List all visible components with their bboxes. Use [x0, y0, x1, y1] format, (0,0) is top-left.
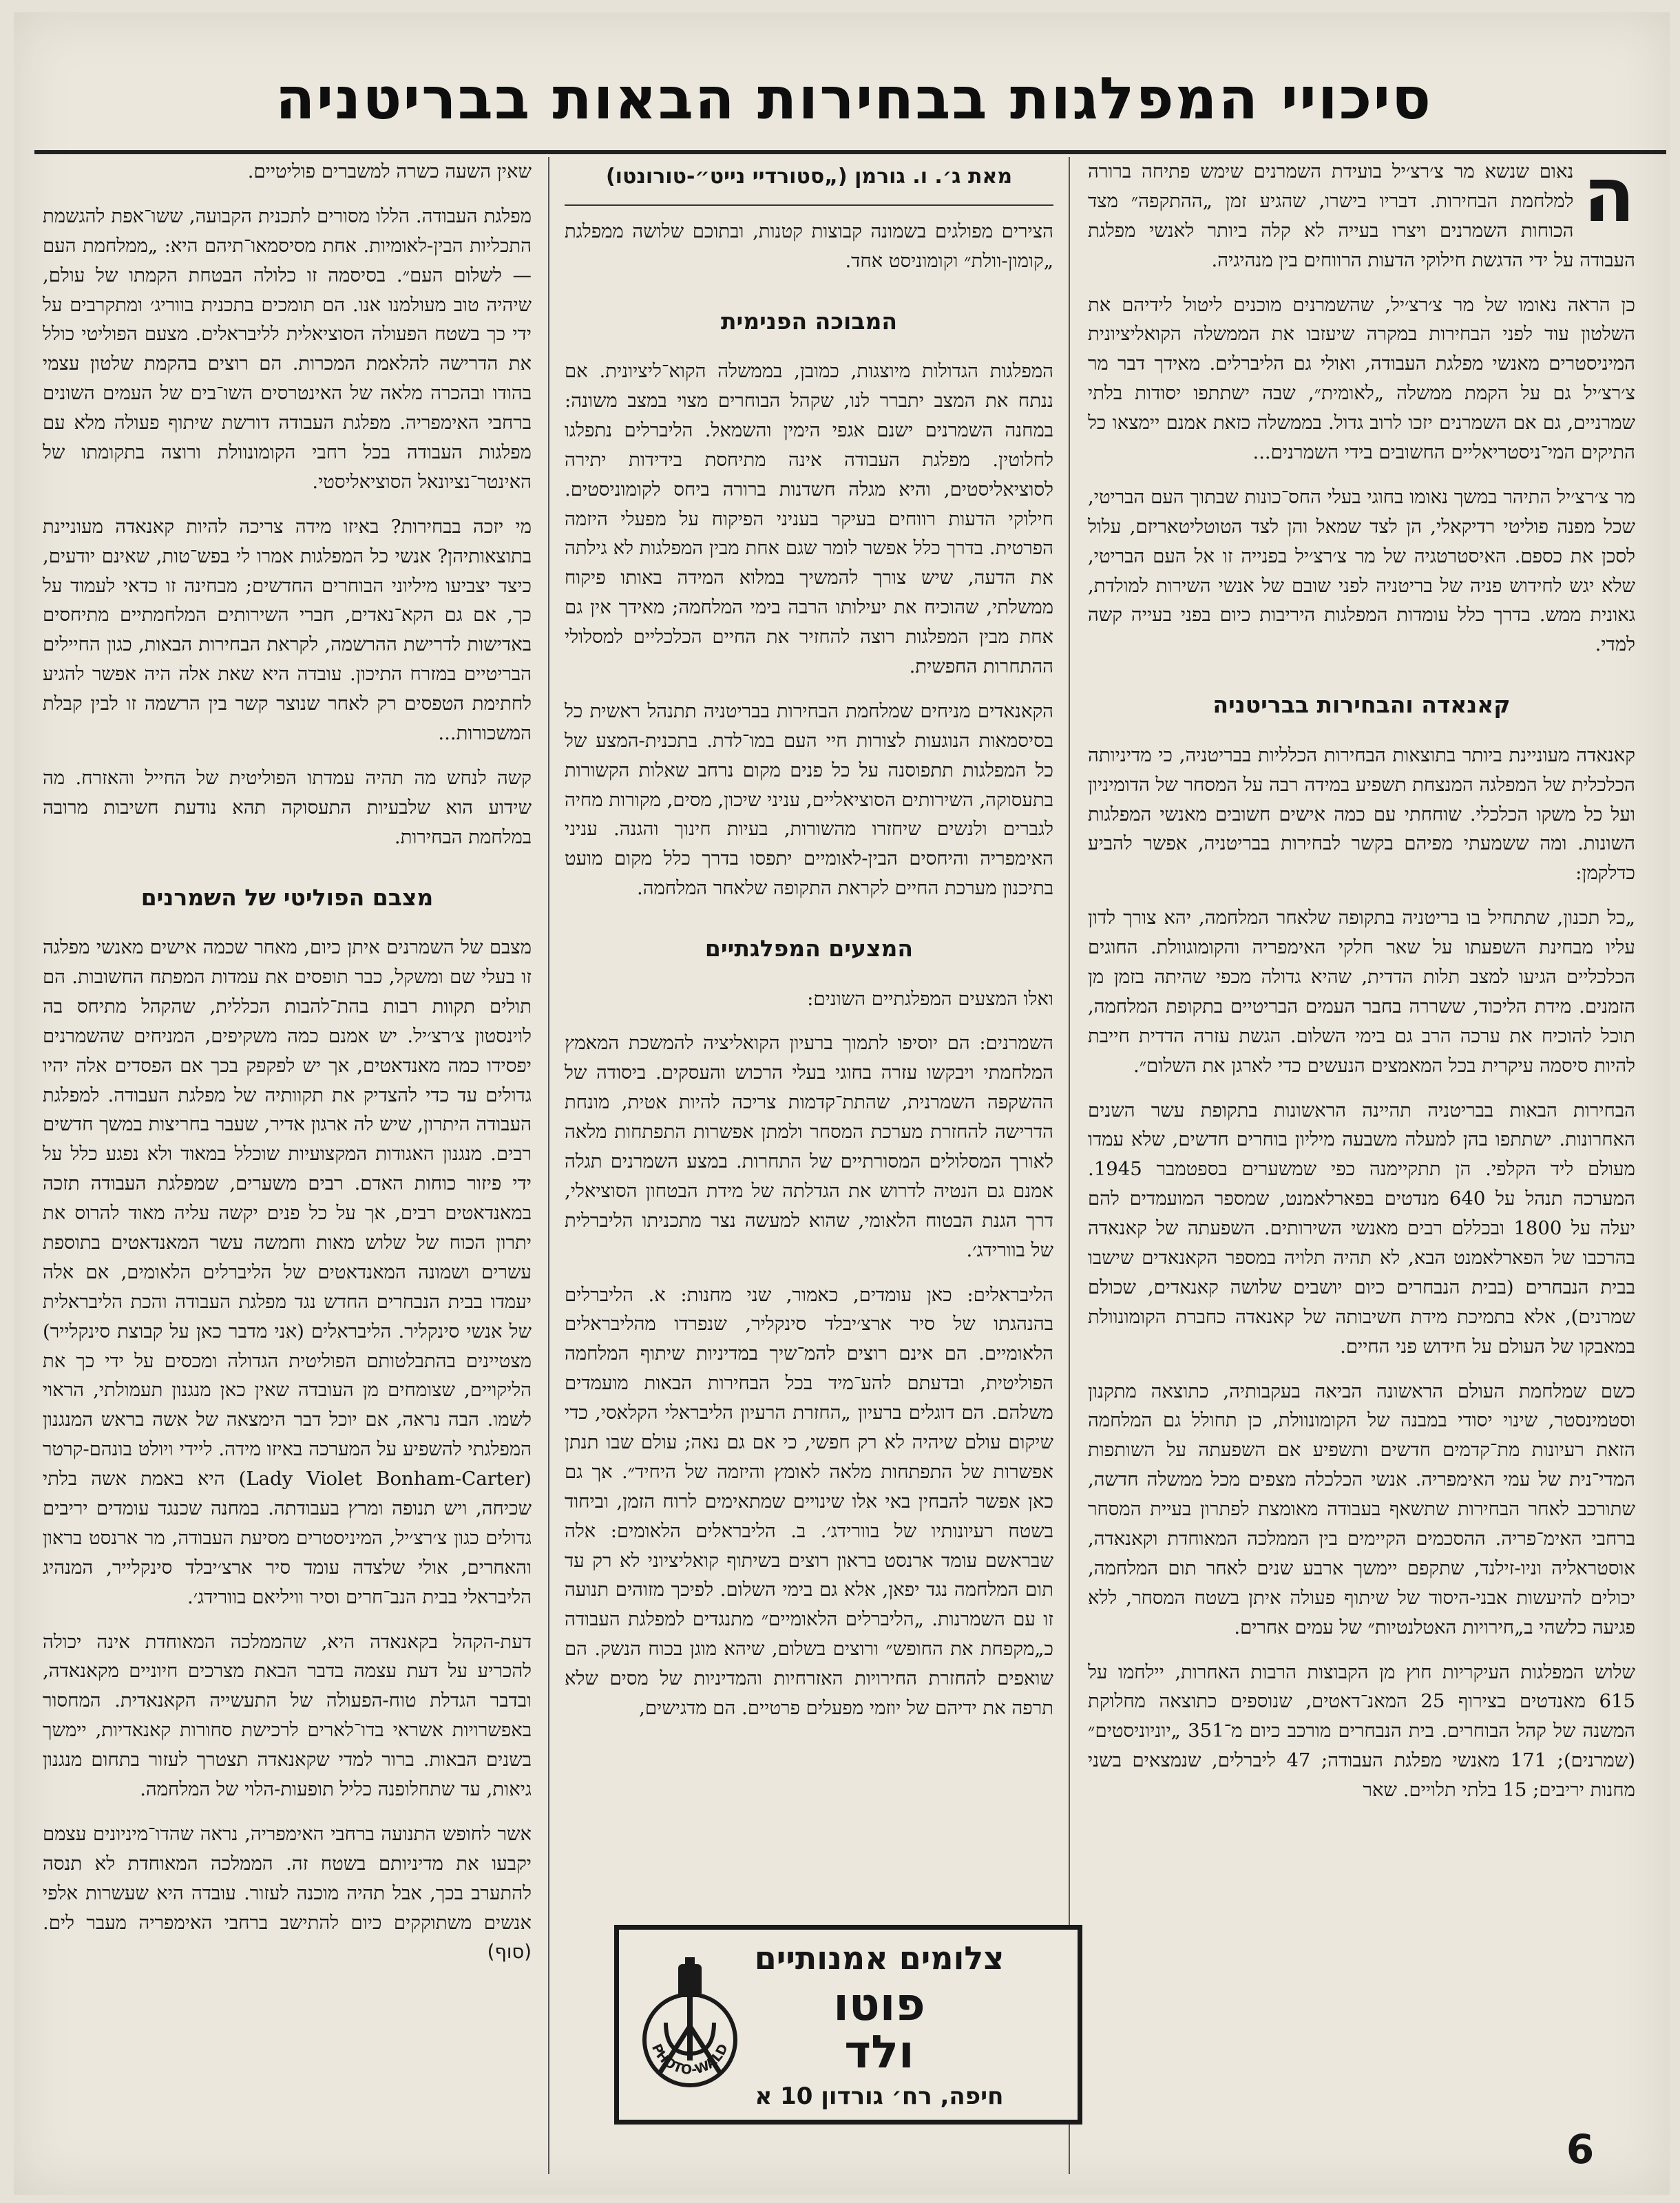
paragraph: [43, 933, 532, 1612]
column-middle: [565, 157, 1053, 2071]
paragraph: הקאנאדים מניחים שמלחמת הבחירות בבריטניה תתנהל ראשית כל בסיסמאות הנוגעות לצורות חיי העם במו־לדת. בתכנית-המצע של כל המפלגות תתפוסנה על כל פנים מקום נרחב שאלות הקשורות בתעסוקה, השירותים הסוציאליים, עניני שיכון, מסים, מקורות מחיה לגברים ולנשים שיחזרו מהשורות, בעיות חינוך והגנה. עניני האימפריה והיחסים הבין-לאומיים יתפסו בדרך כלל מקום מועט בתיכנון מערכת החיים לקראת התקופה שלאחר המלחמה.: [565, 699, 1053, 900]
paragraph: הליבראלים: כאן עומדים, כאמור, שני מחנות: א. הליברלים בהנהגתו של סיר ארצ׳יבלד סינקליר, שנפרדו מהליבראלים הלאומיים. הם אינם רוצים להמ־שיך במדיניות שיתוף המלחמה הפוליטית, ובדעתם להע־מיד בכל הבחירות הבאות מועמדים משלהם. הם דוגלים ברעיון „החזרת הרעיון הליבראלי הקלאסי, כדי שיקום עולם שיהיה לא רק חפשי, כי אם גם נאה; עולם שבו תנתן אפשרות של התפתחות מלאה לאומץ והיזמה של היחיד״. אך גם כאן אפשר להבחין באי אלו שינויים שמתאימים לרוח הזמן, וביחוד בשטח רעיונותיו של בוורידג׳. ב. הליבראלים הלאומים: אלה שבראשם עומד ארנסט בראון רוצים בשיתוף קואליציוני לא רק עד תום המלחמה נגד יפאן, אלא גם בימי השלום. לפיכך מזוהים תנועה זו עם השמרנות. „הליברלים הלאומיים״ מתנגדים למפלגת העבודה כ„מקפחת את החופש״ ורוצים בשלום, שיהא מוגן בכוח הנשק. הם שואפים להחזרת החירויות האזרחיות והמדיניות של מסים שלא תרפה את ידיהם של יוזמי מפעלים פרטיים. הם מדגישים,: [565, 1283, 1053, 1720]
paragraph: קשה לנחש מה תהיה עמדתו הפוליטית של החייל והאזרח. מה שידוע הוא שלבעיות התעסוקה תהא נודעת חשיבות מרובה במלחמת הבחירות.: [43, 766, 532, 848]
column-separator-right: [1069, 157, 1070, 2174]
paragraph: [43, 1820, 532, 1967]
paragraph-text: מצבם של השמרנים איתן כיום, מאחר שכמה אישים מאנשי מפלגה זו בעלי שם ומשקל, כבר תופסים את עמדות המפתח החשובות. הם תולים תקוות רבות בהת־להבות הכללית, שהקהל מתיחס בה לוינסטון צ׳רצ׳יל. יש אמנם כמה משקיפים, המניחים שהשמרנים יפסידו כמה מאנדאטים, אך יש לפקפק בכך אם הפסדים אלה יהיו גדולים עד כדי להצדיק את תקוותיה של מפלגת העבודה. למפלגת העבודה היתרון, שיש לה ארגון אדיר, שעבר בחריצות במשך חדשים רבים. מנגנון האגודות המקצועיות שוכלל במאוד ולא נפגע כלל על ידי פיזור כוחות האדם. רבים משערים, שמפלגת העבודה תזכה במאנדאטים רבים, אך על כל פנים יקשה עליה מאוד להרוס את יתרון הכוח של שלוש מאות וחמשה עשר המאנדאטים בתוספת עשרים ושמונה המאנדאטים של הליברלים הלאומים, אם אלה יעמדו בבית הנבחרים החדש נגד מפלגת העבודה והכת הליבראלית של אנשי סינקליר. הליבראלים (אני מדבר כאן על קבוצת סינקלייר) מצטיינים בהתבלטותם הפוליטית הגדולה ומכסים על ידי כך את הליקויים, שצומחים מן העובדה שאין כאן מנגנון תעמולתי, הראוי לשמו. הבה נראה, אם יוכל דבר הימצאה של אשה בראש המנגנון המפלגתי להשפיע על המערכה באיזו מידה. ליידי ויולט בונהם-קרטר: [43, 936, 532, 1461]
section-heading-conservatives: מצבם הפוליטי של השמרנים: [140, 883, 434, 911]
paragraph-text: אשר לחופש התנועה ברחבי האימפריה, נראה שהדו־מיניונים עצמם יקבעו את מדיניותם בשטח זה. הממלכה המאוחדת לא תנסה להתערב בכך, אבל תהיה מוכנה לעזור. עובדה היא שעשרות אלפי אנשים משתוקקים כיום להתישב ברחבי האימפריה מעבר לים.: [43, 1822, 532, 1934]
byline: מאת ג׳. ו. גורמן („סטורדיי נייט״-טורונטו): [565, 157, 1053, 206]
paragraph: שאין השעה כשרה למשברים פוליטיים.: [247, 160, 532, 182]
drop-cap: ה: [1583, 157, 1635, 239]
paragraph: המפלגות הגדולות מיוצגות, כמובן, בממשלה הקוא־ליציונית. אם ננתח את המצב יתברר לנו, שקהל הבוחרים מצוי במצב משונה: במחנה השמרנים ישנם אגפי הימין והשמאל. הליברלים נתפלגו לחלוטין. מפלגת העבודה אינה מתיחסת בידידות יתירה לסוציאליסטים, והיא מגלה חשדנות ברורה ביחס לקומוניסטים. חילוקי הדעות רווחים בעיקר בעניני הפיקוח על מפעלי היזמה הפרטית. בדרך כלל אפשר לומר שגם אחת מבין המפלגות לא גילתה את הדעה, שיש צורך להמשיך במלוא המידה באותו פיקוח ממשלתי, שהוכיח את יעילותו הרבה בימי המלחמה; מאידך אין גם אחת מבין המפלגות רוצה להחזיר את החיים הכלכליים למסלולי ההתחרות החפשית.: [565, 360, 1053, 677]
ad-address: חיפה, רח׳ גורדון 10 א: [755, 2083, 1004, 2110]
paragraph: הבחירות הבאות בבריטניה תהיינה הראשונות בתקופת עשר השנים האחרונות. ישתתפו בהן למעלה משבעה מיליון בוחרים חדשים, שלא עמדו מעולם ליד הקלפי. הן תתקיימנה כפי שמשערים בספטמבר 1945. המערכה תנהל על 640 מנדטים בפארלאמנט, שמספר המועמדים להם יעלה על 1800 ובכללם רבים מאנשי השירותים. השפעתה של קאנאדה בהרכבו של הפארלאמנט הבא, לא תהיה תלויה במספר הקאנאדים שישבו בבית הנבחרים (בבית הנבחרים כיום יושבים שלושה קאנאדים, שכולם שמרנים), אלא בתמיכת מידת חשיבותה של קאנאדה כחברת הקומונוולת במאבקו של העולם על חידוש פני החיים.: [1088, 1099, 1635, 1358]
paragraph-opening: [1088, 157, 1635, 275]
ad-business-name: [700, 1978, 1058, 2079]
paragraph: הצירים מפולגים בשמונה קבוצות קטנות, ובתוכם שלושה ממפלגת „קומון-וולת״ וקומוניסט אחד.: [565, 220, 1053, 272]
logo-text: PHOTO-WALD: [648, 2041, 732, 2078]
camera-tripod-logo-icon: [631, 1957, 748, 2102]
paragraph: דעת-הקהל בקאנאדה היא, שהממלכה המאוחדת אינה יכולה להכריע על דעת עצמה בדבר הבאת מצרכים חיוניים מקאנאדה, ובדבר הגדלת טוח-הפעולה של התעשייה הקאנאדית. המחסור באפשרויות אשראי בדו־לארים לרכישת סחורות קאנאדיות, יימשך בשנים הבאות. ברור למדי שקאנאדה תצטרך לעזור בתחום מנגנון גיאות, עד שתחלופנה כליל תופעות-הלוי של המלחמה.: [43, 1630, 532, 1800]
paragraph: כשם שמלחמת העולם הראשונה הביאה בעקבותיה, כתוצאה מתקנון וסטמינסטר, שינוי יסודי במבנה של הקומונוולת, כן תחולל גם המלחמה הזאת רעיונות מת־קדמים חדשים ותשפיע אם השפעתה על השותפות המדי־נית של עמי האימפריה. אנשי הכלכלה מצפים מכל ממשלה חדשה, שתורכב לאחר הבחירות שתשאף בעבודה מאומצת לפתרון בעיית המסחר ברחבי האימ־פריה. ההסכמים הקיימים בין הממלכה המאוחדת וקאנאדה, אוסטראליה וניו-זילנד, שתקפם יימשך ארבע שנים לאחר תום המלחמה, יכולים להיעשות אבני-היסוד של שיתוף פעולה איתן בשטח המסחר, ללא פגיעה כלשהי ב„חירויות האטלנטיות״ של עמים אחרים.: [1088, 1380, 1635, 1638]
column-right: [1088, 157, 1635, 2174]
paragraph-quote: „כל תכנון, שתתחיל בו בריטניה בתקופה שלאחר המלחמה, יהא צורך לדון עליו מבחינת השפעתו על שאר חלקי האימפריה והקומוגוולת. החוגים הכלכליים הגיעו למצב תלות הדדית, שהיא גדולה מכפי שהיתה בזמן מן הזמנים. מידת הליכוד, ששררה בחבר העמים הבריטיים בתקופת המלחמה, תוכל להוכיח את ערכה הרב גם בימי השלום. הגשת עזרה הדדית חייבת להיות סיסמה עיקרית בכל המאמצים הנעשים כדי לארגן את השלום״.: [1088, 907, 1635, 1077]
paragraph: השמרנים: הם יוסיפו לתמוך ברעיון הקואליציה להמשכת המאמץ המלחמתי ויבקשו עזרה בחוגי בעלי הרכוש והעסקים. ביסודה של ההשקפה השמרנית, שהתת־קדמות צריכה להיות אטית, מונחת הדרישה להחזרת מערכת המסחר ולמתן אפשרות התפתחות מלאה לאורך המסלולים המסורתיים של התחרות. במצע השמרנים תגלה אמנם גם הנטיה לדרוש את הגדלתה של מידת הבטחון הסוציאלי, דרך הגנת הבטוח הלאומי, שהוא למעשה נצר מתכניתו הליברלית של בוורידג׳.: [565, 1032, 1053, 1261]
english-name: (Lady Violet Bonham-Carter): [238, 1468, 532, 1490]
newspaper-page: [14, 12, 1670, 2195]
paragraph-text: נאום שנשא מר צ׳רצ׳יל בועידת השמרנים שימש פתיחה ברורה למלחמת הבחירות. דבריו בישרו, שהגיע זמן „ההתקפה״ מצד הכוחות השמרנים ויצרו בעייה לא קלה ביותר לאנשי מפלגת העבודה על ידי הדגשת חילוקי הדעות הרווחים בין מנהיגיה.: [1088, 160, 1635, 271]
paragraph-text: היא באמת אשה בלתי שכיחה, ויש תנופה ומרץ בעבודתה. במחנה שכנגד עומדים יריבים גדולים כגון צ׳רצ׳יל, המיניסטרים מסיעת העבודה, מר ארנסט בראון והאחרים, אולי שלצדה עומד סיר ארצ׳יבלד סינקלייר, המנהיג הליבראלי בבית הנב־חרים וסיר וויליאם בוורידג׳.: [43, 1468, 532, 1608]
paragraph: מר צ׳רצ׳יל התיהר במשך נאומו בחוגי בעלי החס־כונות שבתוך העם הבריטי, שכל מפנה פוליטי רדיקאלי, הן לצד שמאל והן לצד הטוטליטאריזם, עלול לסכן את כספם. האיסטרטגיה של מר צ׳רצ׳יל בפנייה זו אל העם הבריטי, שלא יגש לחידוש פניה של בריטניה לפני שובם של אנשי השירות למולדת, גאונית ממש. בדרך כלל עומדות המפלגות היריבות כיום בפני בעייה קשה למדי.: [1088, 485, 1635, 656]
section-heading-internal-confusion: המבוכה הפנימית: [720, 307, 898, 335]
column-left: [43, 157, 532, 2174]
paragraph: מי יזכה בבחירות? באיזו מידה צריכה להיות קאנאדה מעוניינת בתוצאותיהן? אנשי כל המפלגות אמרו לי בפש־טות, שאינם יודעים, כיצד יצביעו מיליוני הבוחרים החדשים; מבחינה זו כדאי לעמוד על כך, אם גם הקא־נאדים, חברי השירותים המלחמתיים מתיחסים באדישות לדרישת ההרשמה, לקראת הבחירות הבאות, כגון החיילים הבריטיים במזרח התיכון. עובדה היא שאת אלה היה אפשר להגיע לחתימת הטפסים רק לאחר שנוצר קשר בין הרשמה זו לבין קבלת המשכורות...: [43, 515, 532, 745]
ad-name-line: ולד: [844, 2025, 914, 2079]
paragraph: מפלגת העבודה. הללו מסורים לתכנית הקבועה, ששו־אפת להגשמת התכליות הבין-לאומיות. אחת מסיסמאו־תיהם היא: „ממלחמת העם — לשלום העם״. בסיסמה זו כלולה הבטחת הקמתו של עולם, שיהיה טוב מעולמנו אנו. הם תומכים בתכנית בווריג׳ ומתקרבים על ידי כך בשטח הפעולה הסוציאלית לליבראלים. מצעם הפוליטי כולל את הדרישה להלאמת המכרות. הם רוצים בהקמת שלטון עצמי בהודו ובהכרה מלאה של האינטרסים השו־בים של העמים השונים ברחבי האימפריה. מפלגת העבודה דורשת שיתוף פעולה מלא עם מפלגות העבודה בכל רחבי הקומונוולת ורוצה בתקומתו של האינטר־נציונאל הסוציאליסטי.: [43, 204, 532, 493]
section-heading-canada: קאנאדה והבחירות בבריטניה: [1212, 691, 1511, 719]
column-separator-left: [548, 157, 549, 2174]
paragraph: שלוש המפלגות העיקריות חוץ מן הקבוצות הרבות האחרות, יילחמו על 615 מאנדטים בצירוף 25 המאנ־דאטים, שנוספים כתוצאה מחלוקת המשנה של קהל הבוחרים. בית הנבחרים מורכב כיום מ־351 „יוניוניסטים״ (שמרנים); 171 מאנשי מפלגת העבודה; 47 ליברלים, שנמצאים בשני מחנות יריבים; 15 בלתי תלויים. שאר: [1088, 1661, 1635, 1802]
paragraph: כן הראה נאומו של מר צ׳רצ׳יל, שהשמרנים מוכנים ליטול לידיהם את השלטון עוד לפני הבחירות במקרה שיעזבו את הממשלה הקואליציונית המיניסטרים מאנשי מפלגת העבודה, ואולי גם הליברלים. מאידך דבר מר צ׳רצ׳יל גם על הקמת ממשלה „לאומית״, שבה ישתתפו יסודות בלתי שמרניים, גם אם השמרנים יזכו לרוב גדול. בממשלה כזאת אמנם יימצאו כל התיקים המי־ניסטריאליים החשובים בידי השמרנים...: [1088, 293, 1635, 464]
paragraph: ואלו המצעים המפלגתיים השונים:: [807, 987, 1053, 1010]
ad-title: צלומים אמנותיים: [754, 1939, 1005, 1977]
ad-name-line: פוטו: [833, 1978, 925, 2031]
page-number: 6: [1566, 2126, 1595, 2173]
paragraph: קאנאדה מעוניינת ביותר בתוצאות הבחירות הכלליות בבריטניה, כי מדיניותה הכלכלית של המפלגה המנצחת תשפיע במידה רבה על המסחר של הדומיניון ועל כל משקו הכלכלי. שוחחתי עם כמה אישים חשובים מאנשי המפלגות השונות. ומה ששמעתי מפיהם בקשר לבחירות בבריטניה, אפשר להביע כדלקמן:: [1088, 744, 1635, 885]
section-heading-party-platforms: המצעים המפלגתיים: [704, 935, 914, 962]
article-headline: סיכויי המפלגות בבחירות הבאות בבריטניה: [275, 65, 1433, 132]
end-mark: (סוף): [487, 1941, 532, 1963]
headline-rule: [34, 150, 1666, 154]
photo-studio-advertisement: [614, 1925, 1082, 2125]
